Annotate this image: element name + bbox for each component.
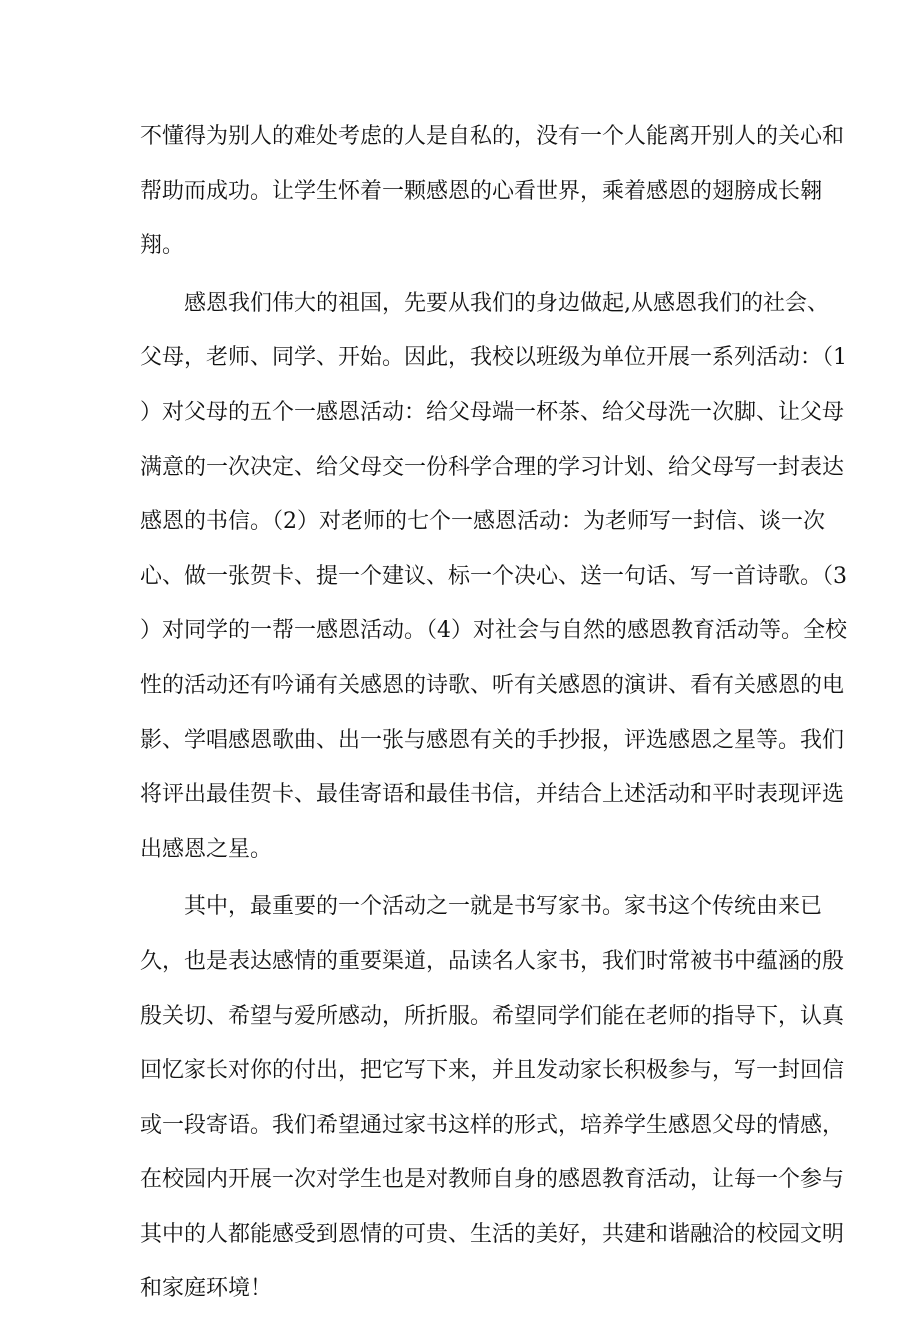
document-page bbox=[140, 110, 847, 1320]
text-line: 影、学唱感恩歌曲、出一张与感恩有关的手抄报，评选感恩之星等。我们 bbox=[140, 727, 845, 753]
text-line: 将评出最佳贺卡、最佳寄语和最佳书信，并结合上述活动和平时表现评选 bbox=[140, 782, 845, 808]
text-line: 感恩我们伟大的祖国，先要从我们的身边做起,从感恩我们的社会、 bbox=[184, 290, 829, 316]
text-line: 出感恩之星。 bbox=[140, 836, 273, 862]
text-line: 回忆家长对你的付出，把它写下来，并且发动家长积极参与，写一封回信 bbox=[140, 1058, 845, 1084]
text-line: 在校园内开展一次对学生也是对教师自身的感恩教育活动，让每一个参与 bbox=[140, 1167, 845, 1193]
paragraph-3 bbox=[140, 880, 845, 1317]
text-line: 帮助而成功。让学生怀着一颗感恩的心看世界，乘着感恩的翅膀成长翱 bbox=[140, 178, 823, 204]
text-line: 其中，最重要的一个活动之一就是书写家书。家书这个传统由来已 bbox=[184, 894, 823, 920]
text-line: 不懂得为别人的难处考虑的人是自私的，没有一个人能离开别人的关心和 bbox=[140, 124, 845, 149]
text-line: 和家庭环境！ bbox=[140, 1276, 273, 1302]
text-line: 其中的人都能感受到恩情的可贵、生活的美好，共建和谐融洽的校园文明 bbox=[140, 1221, 845, 1247]
text-line: 感恩的书信。（2）对老师的七个一感恩活动：为老师写一封信、谈一次 bbox=[140, 509, 825, 535]
text-line: 久，也是表达感情的重要渠道，品读名人家书，我们时常被书中蕴涵的殷 bbox=[140, 948, 845, 974]
text-line: ）对父母的五个一感恩活动：给父母端一杯茶、给父母洗一次脚、让父母 bbox=[140, 399, 845, 425]
text-line: 心、做一张贺卡、提一个建议、标一个决心、送一句话、写一首诗歌。（3 bbox=[140, 563, 847, 589]
paragraph-2 bbox=[140, 277, 847, 878]
text-line: 或一段寄语。我们希望通过家书这样的形式，培养学生感恩父母的情感， bbox=[140, 1112, 845, 1138]
paragraph-1 bbox=[140, 110, 845, 274]
text-line: 性的活动还有吟诵有关感恩的诗歌、听有关感恩的演讲、看有关感恩的电 bbox=[140, 672, 845, 698]
text-line: 父母，老师、同学、开始。因此，我校以班级为单位开展一系列活动：（1 bbox=[140, 345, 847, 371]
text-line: 翔。 bbox=[140, 233, 185, 259]
text-line: ）对同学的一帮一感恩活动。（4）对社会与自然的感恩教育活动等。全校 bbox=[140, 618, 847, 644]
text-line: 殷关切、希望与爱所感动，所折服。希望同学们能在老师的指导下，认真 bbox=[140, 1003, 845, 1029]
text-line: 满意的一次决定、给父母交一份科学合理的学习计划、给父母写一封表达 bbox=[140, 454, 845, 480]
